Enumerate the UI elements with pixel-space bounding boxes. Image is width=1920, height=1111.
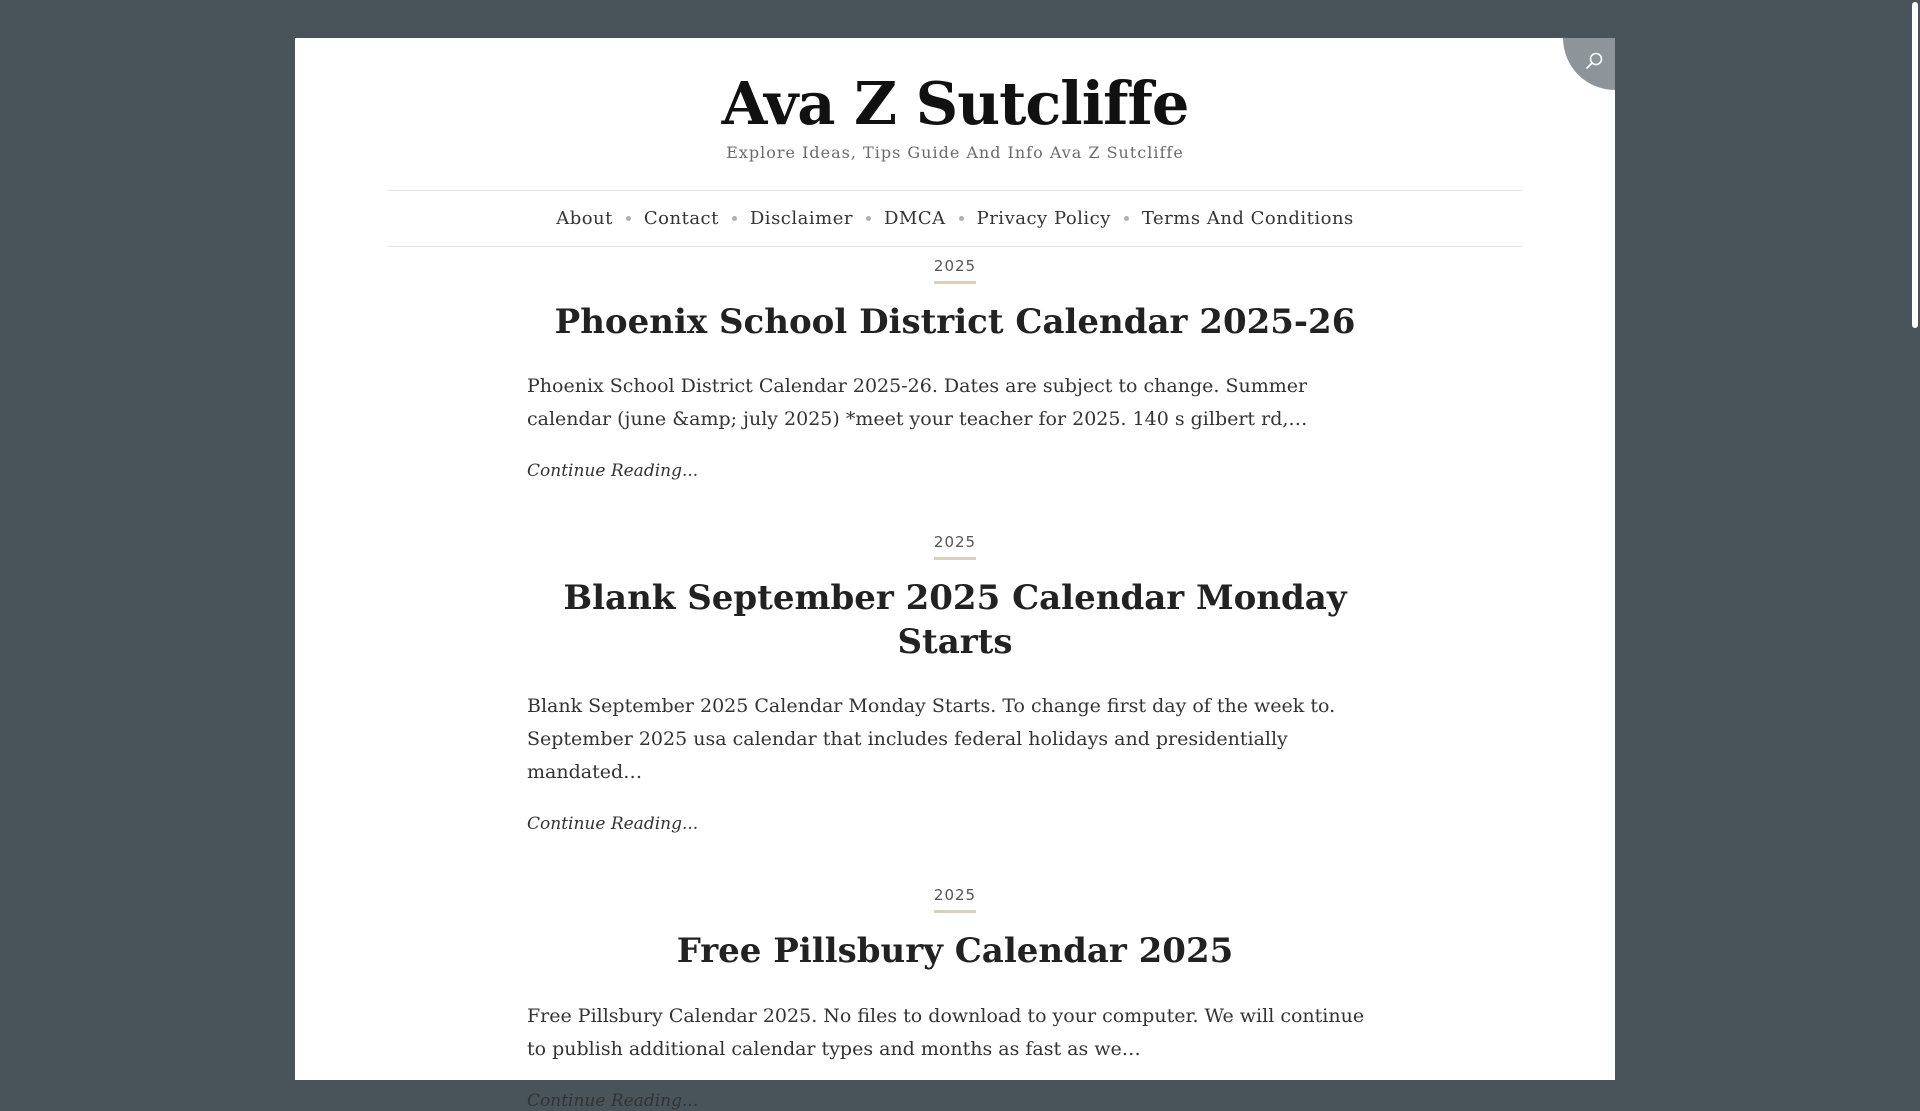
post-excerpt: Blank September 2025 Calendar Monday Starts. To change first day of the week to. September 2025 usa calendar that includes federal holidays and presidentially mandated… [527, 695, 1336, 784]
page-scrollbar[interactable] [1910, 0, 1920, 1080]
post-title-link[interactable]: Phoenix School District Calendar 2025-26 [554, 301, 1356, 342]
nav-item-disclaimer[interactable]: Disclaimer [749, 207, 853, 229]
scrollbar-thumb[interactable] [1912, 2, 1918, 328]
post-excerpt: Free Pillsbury Calendar 2025. No files to download to your computer. We will continue to publish additional calendar types and months as fast as we… [527, 1004, 1365, 1060]
continue-reading-link[interactable]: Continue Reading... [527, 814, 699, 835]
post-category-link[interactable]: 2025 [934, 886, 976, 913]
site-header [295, 38, 1615, 162]
continue-reading-link[interactable]: Continue Reading... [527, 1090, 699, 1111]
main-nav [388, 190, 1522, 247]
site-title[interactable]: Ava Z Sutcliffe [721, 69, 1189, 138]
nav-item-terms[interactable]: Terms And Conditions [1141, 207, 1354, 229]
post-item [527, 523, 1383, 834]
post-category-link[interactable]: 2025 [934, 533, 976, 560]
nav-item-privacy-policy[interactable]: Privacy Policy [976, 207, 1111, 229]
nav-item-about[interactable]: About [556, 207, 613, 229]
site-tagline: Explore Ideas, Tips Guide And Info Ava Z Sutcliffe [726, 142, 1184, 162]
nav-separator [732, 216, 737, 221]
post-excerpt: Phoenix School District Calendar 2025-26. Dates are subject to change. Summer calendar (june &amp; july 2025) *meet your teacher for 2025. 140 s gilbert rd,… [527, 375, 1308, 431]
post-list [527, 247, 1383, 1111]
post-category-link[interactable]: 2025 [934, 257, 976, 284]
nav-separator [1124, 216, 1129, 221]
post-title-link[interactable]: Free Pillsbury Calendar 2025 [676, 931, 1234, 972]
nav-separator [626, 216, 631, 221]
nav-item-dmca[interactable]: DMCA [883, 207, 946, 229]
page-container [295, 38, 1615, 1111]
post-item [527, 876, 1383, 1110]
search-icon [1585, 51, 1605, 71]
post-title-link[interactable]: Blank September 2025 Calendar Monday Starts [563, 578, 1347, 663]
nav-item-contact[interactable]: Contact [643, 207, 719, 229]
continue-reading-link[interactable]: Continue Reading... [527, 461, 699, 482]
post-item [527, 247, 1383, 481]
nav-separator [959, 216, 964, 221]
nav-separator [866, 216, 871, 221]
